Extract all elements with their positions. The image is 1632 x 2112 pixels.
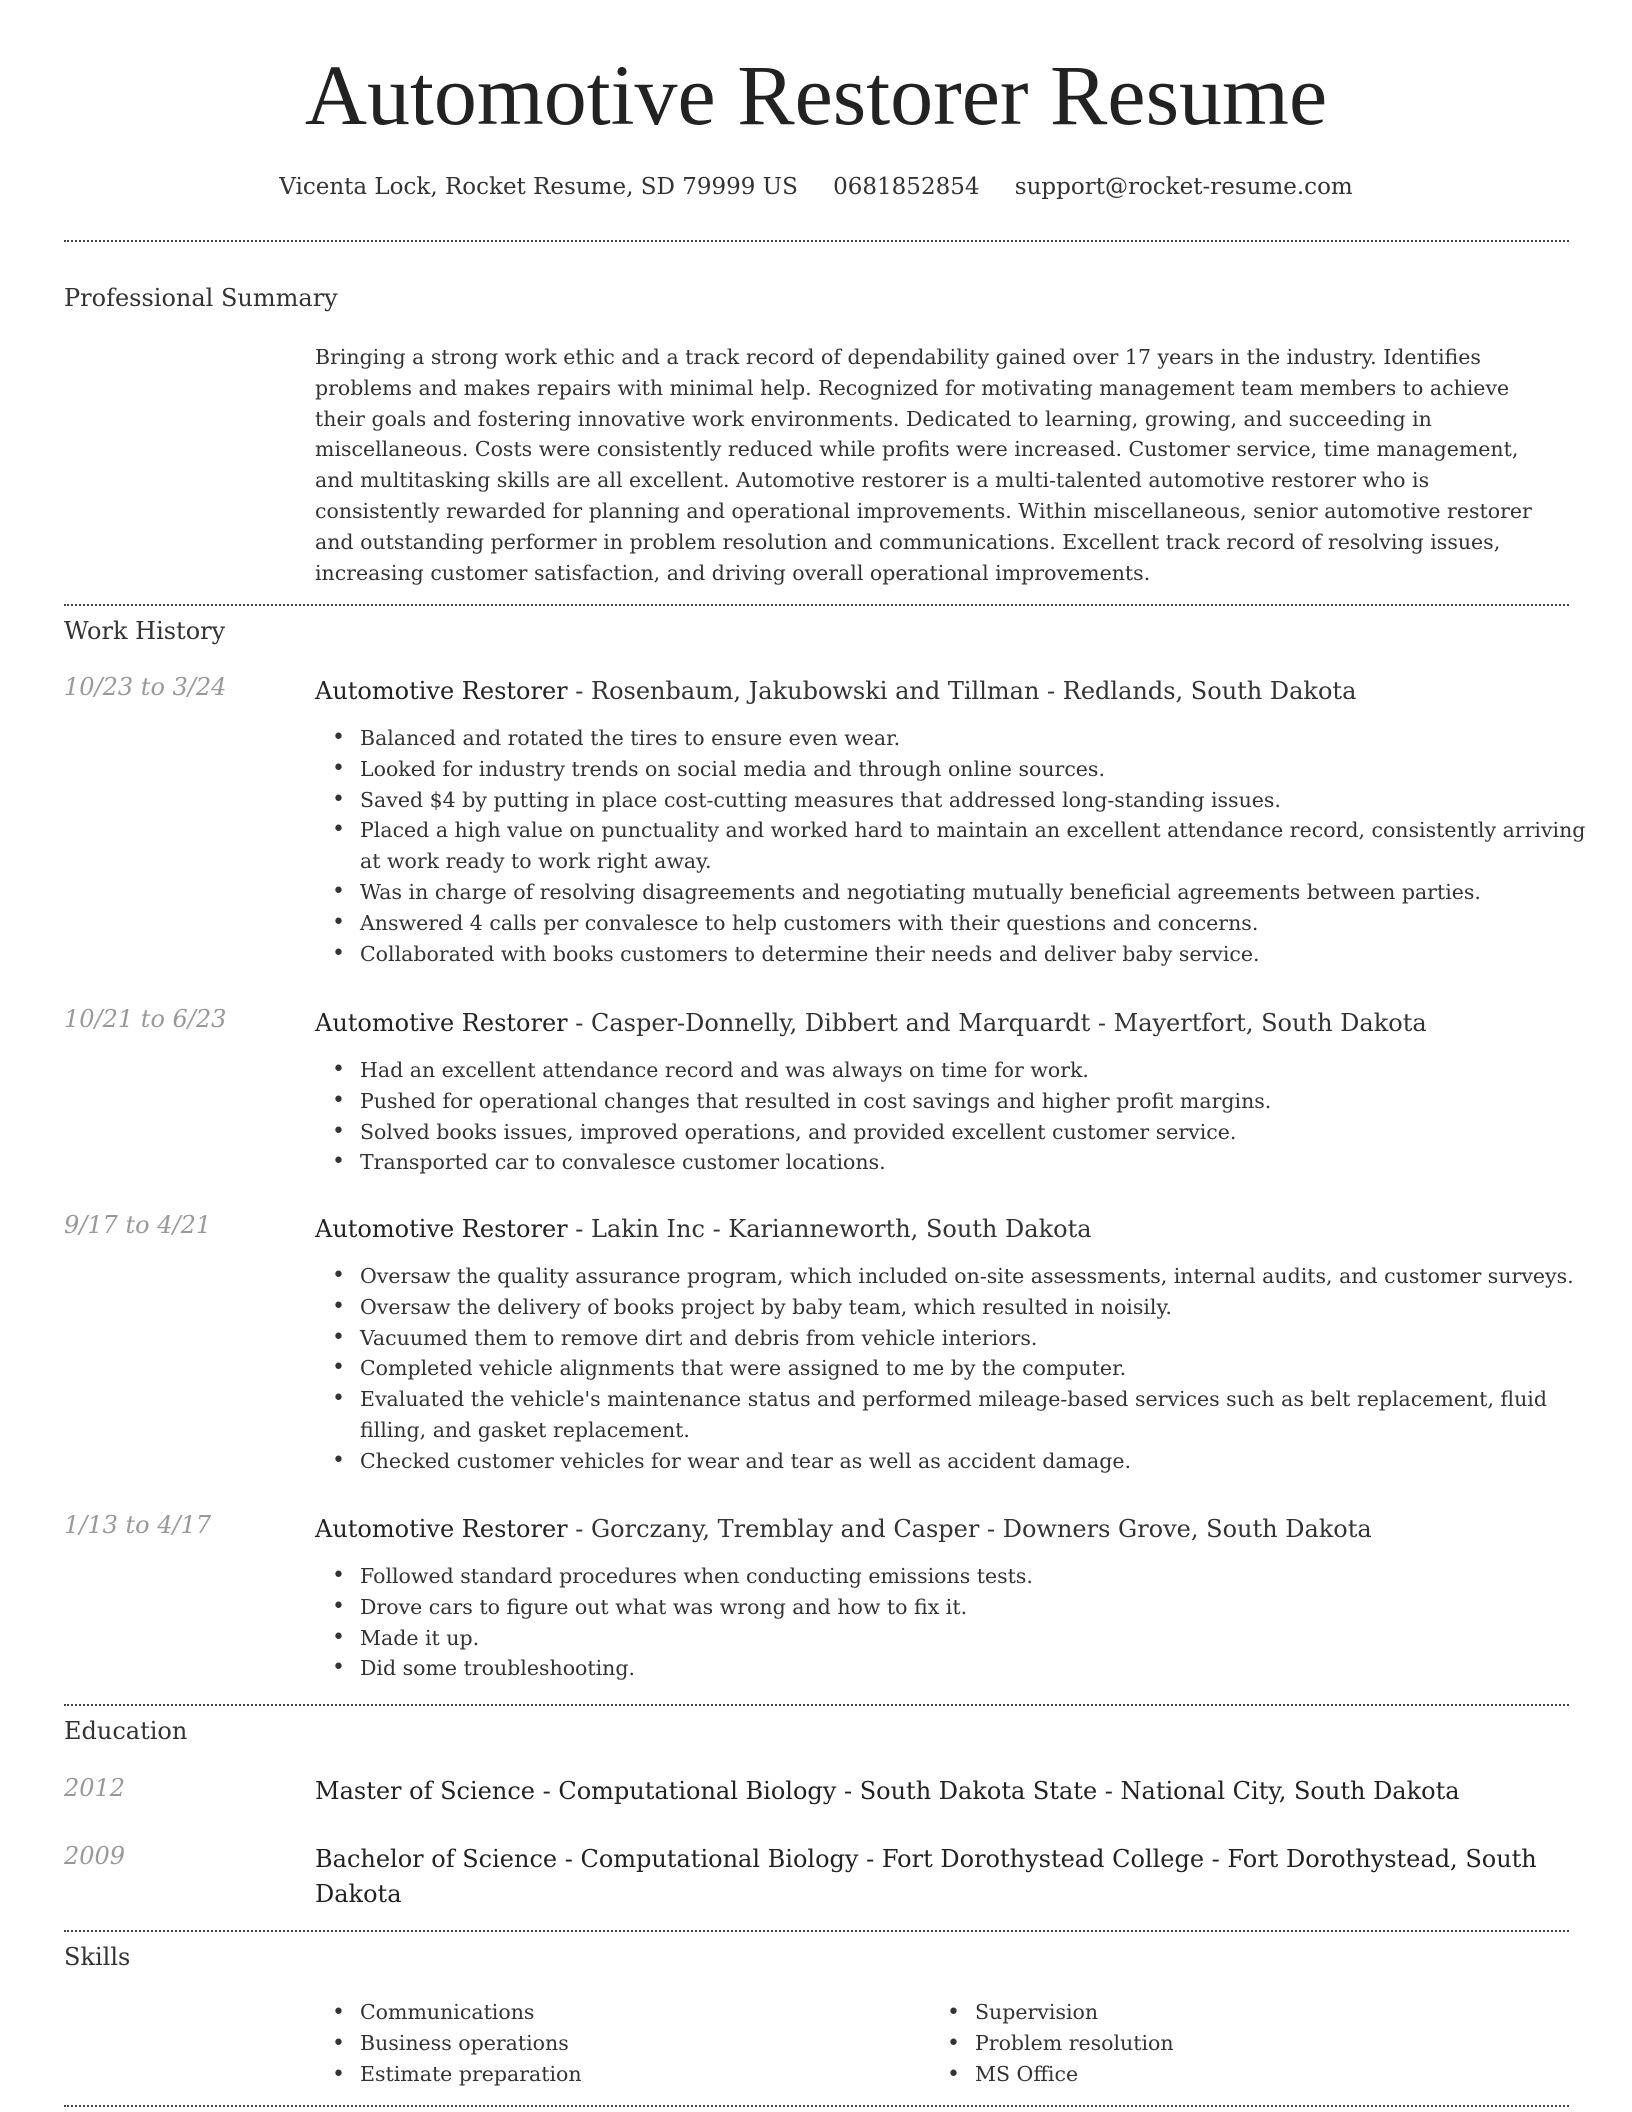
divider <box>64 240 1569 242</box>
list-item: • Drove cars to figure out what was wrong and how to fix it. <box>360 1592 1610 1623</box>
job-role: Automotive Restorer <box>315 677 568 705</box>
list-item: • Oversaw the delivery of books project by baby team, which resulted in noisily. <box>360 1292 1610 1323</box>
job-date: 9/17 to 4/21 <box>64 1211 212 1239</box>
job-heading <box>315 1511 1565 1547</box>
education-degree: Master of Science - Computational Biology <box>315 1777 837 1805</box>
list-item: • Transported car to convalesce customer locations. <box>360 1147 1610 1178</box>
job-employer: - Rosenbaum, Jakubowski and Tillman - Redlands, South Dakota <box>567 677 1357 705</box>
contact-line <box>0 174 1632 200</box>
skill-item: • Business operations <box>360 2028 582 2059</box>
list-item: • Saved $4 by putting in place cost-cutting measures that addressed long-standing issues. <box>360 785 1610 816</box>
education-heading <box>315 1774 1565 1809</box>
section-title-work-history: Work History <box>64 617 226 645</box>
skill-item: • Supervision <box>975 1997 1174 2028</box>
list-item: • Oversaw the quality assurance program, which included on-site assessments, internal audits, and customer surveys. <box>360 1261 1610 1292</box>
section-title-summary: Professional Summary <box>64 284 338 312</box>
job-employer: - Gorczany, Tremblay and Casper - Downers Grove, South Dakota <box>567 1515 1372 1543</box>
list-item: • Had an excellent attendance record and was always on time for work. <box>360 1055 1610 1086</box>
job-employer: - Casper-Donnelly, Dibbert and Marquardt - Mayertfort, South Dakota <box>567 1009 1427 1037</box>
job-role: Automotive Restorer <box>315 1215 568 1243</box>
list-item: • Checked customer vehicles for wear and tear as well as accident damage. <box>360 1446 1610 1477</box>
job-date: 1/13 to 4/17 <box>64 1511 212 1539</box>
skill-item: • MS Office <box>975 2059 1174 2090</box>
job-date: 10/21 to 6/23 <box>64 1005 227 1033</box>
contact-address: Vicenta Lock, Rocket Resume, SD 79999 US <box>279 174 798 200</box>
education-school: - Fort Dorothystead College - Fort Dorothystead, South Dakota <box>315 1845 1537 1908</box>
job-heading <box>315 1211 1565 1247</box>
list-item: • Followed standard procedures when conducting emissions tests. <box>360 1561 1610 1592</box>
divider <box>64 2105 1569 2107</box>
contact-email: support@rocket-resume.com <box>1014 174 1353 200</box>
divider <box>64 1704 1569 1706</box>
list-item: • Looked for industry trends on social media and through online sources. <box>360 754 1610 785</box>
job-role: Automotive Restorer <box>315 1515 568 1543</box>
list-item: • Did some troubleshooting. <box>360 1653 1610 1684</box>
list-item: • Placed a high value on punctuality and worked hard to maintain an excellent attendance record, consistently arriving at work ready to work right away. <box>360 815 1610 877</box>
divider <box>64 1930 1569 1932</box>
skills-list-right <box>975 1997 1174 2090</box>
education-date: 2012 <box>64 1774 126 1802</box>
resume-title: Automotive Restorer Resume <box>304 47 1328 143</box>
divider <box>64 604 1569 606</box>
skill-item: • Communications <box>360 1997 582 2028</box>
job-employer: - Lakin Inc - Karianneworth, South Dakota <box>567 1215 1092 1243</box>
job-bullets <box>360 1261 1610 1477</box>
list-item: • Solved books issues, improved operations, and provided excellent customer service. <box>360 1117 1610 1148</box>
contact-phone: 0681852854 <box>833 174 980 200</box>
summary-text: Bringing a strong work ethic and a track record of dependability gained over 17 years in the industry. Identifies problems and makes repairs with minimal help. Recognized for motivating management team members to achieve their goals and fostering innovative work environments. Dedicated to learning, growing, and succeeding in miscellaneous. Costs were consistently reduced while profits were increased. Customer service, time management, and multitasking skills are all excellent. Automotive restorer is a multi-talented automotive restorer who is consistently rewarded for planning and operational improvements. Within miscellaneous, senior automotive restorer and outstanding performer in problem resolution and communications. Excellent track record of resolving issues, increasing customer satisfaction, and driving overall operational improvements. <box>315 345 1532 585</box>
job-bullets <box>360 723 1610 969</box>
list-item: • Evaluated the vehicle's maintenance status and performed mileage-based services such as belt replacement, fluid filling, and gasket replacement. <box>360 1384 1610 1446</box>
job-role: Automotive Restorer <box>315 1009 568 1037</box>
job-heading <box>315 673 1565 709</box>
job-bullets <box>360 1055 1610 1178</box>
list-item: • Was in charge of resolving disagreements and negotiating mutually beneficial agreements between parties. <box>360 877 1610 908</box>
education-date: 2009 <box>64 1842 126 1870</box>
skill-item: • Problem resolution <box>975 2028 1174 2059</box>
education-degree: Bachelor of Science - Computational Biology <box>315 1845 859 1873</box>
education-school: - South Dakota State - National City, South Dakota <box>836 1777 1460 1805</box>
section-title-education: Education <box>64 1717 188 1745</box>
section-title-skills: Skills <box>64 1943 131 1971</box>
job-date: 10/23 to 3/24 <box>64 673 227 701</box>
list-item: • Made it up. <box>360 1623 1610 1654</box>
skills-list-left <box>360 1997 582 2090</box>
list-item: • Balanced and rotated the tires to ensure even wear. <box>360 723 1610 754</box>
job-heading <box>315 1005 1565 1041</box>
education-heading <box>315 1842 1565 1912</box>
list-item: • Vacuumed them to remove dirt and debris from vehicle interiors. <box>360 1323 1610 1354</box>
list-item: • Pushed for operational changes that resulted in cost savings and higher profit margins. <box>360 1086 1610 1117</box>
list-item: • Completed vehicle alignments that were assigned to me by the computer. <box>360 1353 1610 1384</box>
job-bullets <box>360 1561 1610 1684</box>
skill-item: • Estimate preparation <box>360 2059 582 2090</box>
list-item: • Collaborated with books customers to determine their needs and deliver baby service. <box>360 939 1610 970</box>
list-item: • Answered 4 calls per convalesce to help customers with their questions and concerns. <box>360 908 1610 939</box>
